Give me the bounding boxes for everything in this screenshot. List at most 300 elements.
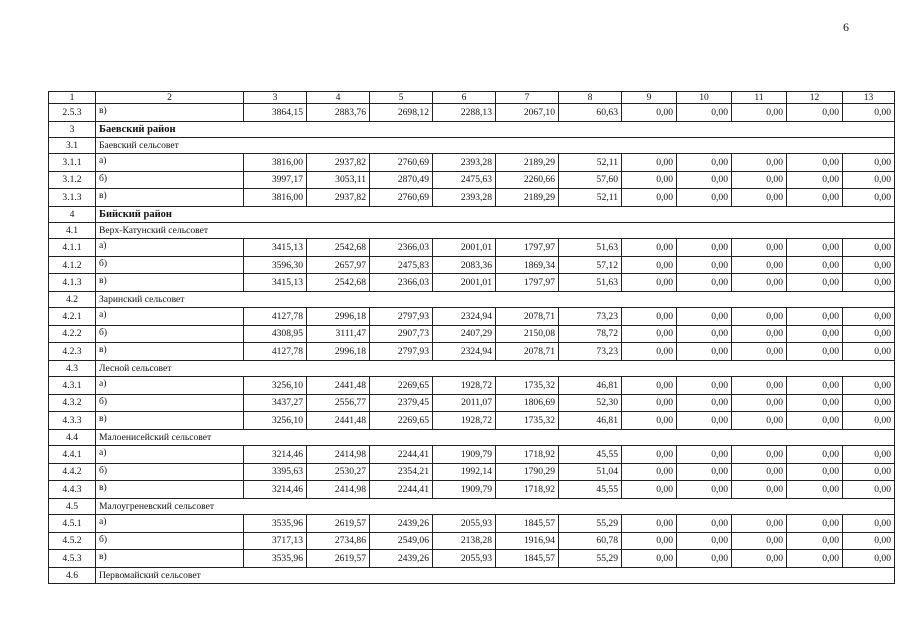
value-cell: 2475,63 [433,171,496,189]
value-cell: 0,00 [622,343,677,361]
value-cell: 0,00 [732,274,787,292]
value-cell: 1735,32 [496,377,559,395]
value-cell: 1797,97 [496,274,559,292]
value-cell: 0,00 [677,463,732,481]
value-cell: 0,00 [843,171,895,189]
value-cell: 3214,46 [244,481,307,499]
row-code: 4.2 [49,291,96,307]
value-cell: 2269,65 [370,377,433,395]
value-cell: 2244,41 [370,481,433,499]
value-cell: 46,81 [559,412,622,430]
value-cell: 2441,48 [307,377,370,395]
header-cell: 10 [677,92,732,104]
row-code: 3.1.3 [49,189,96,207]
value-cell: 51,04 [559,463,622,481]
value-cell: 0,00 [622,463,677,481]
table-row [49,446,895,464]
row-code: 4.4.1 [49,446,96,464]
value-cell: 0,00 [732,325,787,343]
value-cell: 0,00 [787,189,843,207]
value-cell: 0,00 [732,256,787,274]
table-row [49,394,895,412]
value-cell: 0,00 [787,446,843,464]
row-code: 4.4.2 [49,463,96,481]
value-cell: 60,63 [559,104,622,122]
value-cell: 2366,03 [370,274,433,292]
section-row [49,498,895,514]
value-cell: 2414,98 [307,446,370,464]
value-cell: 3816,00 [244,189,307,207]
value-cell: 2542,68 [307,239,370,257]
value-cell: 55,29 [559,515,622,533]
row-letter: б) [96,532,244,550]
value-cell: 1845,57 [496,550,559,568]
value-cell: 51,63 [559,274,622,292]
value-cell: 0,00 [732,239,787,257]
value-cell: 1718,92 [496,481,559,499]
value-cell: 46,81 [559,377,622,395]
value-cell: 1869,34 [496,256,559,274]
value-cell: 52,11 [559,153,622,171]
value-cell: 2619,57 [307,550,370,568]
value-cell: 0,00 [787,412,843,430]
value-cell: 0,00 [787,153,843,171]
value-cell: 0,00 [622,171,677,189]
value-cell: 2366,03 [370,239,433,257]
row-code: 4.3.1 [49,377,96,395]
value-cell: 0,00 [787,274,843,292]
value-cell: 4127,78 [244,308,307,326]
header-cell: 3 [244,92,307,104]
value-cell: 2138,28 [433,532,496,550]
value-cell: 0,00 [732,153,787,171]
value-cell: 2937,82 [307,153,370,171]
district-name: Баевский район [96,121,895,137]
value-cell: 0,00 [787,377,843,395]
row-letter: а) [96,515,244,533]
row-code: 4.2.2 [49,325,96,343]
table-row [49,189,895,207]
table-row [49,377,895,395]
row-code: 4.1.2 [49,256,96,274]
value-cell: 2870,49 [370,171,433,189]
value-cell: 0,00 [732,412,787,430]
value-cell: 2083,36 [433,256,496,274]
value-cell: 0,00 [787,515,843,533]
header-cell: 4 [307,92,370,104]
row-letter: в) [96,274,244,292]
value-cell: 0,00 [732,550,787,568]
value-cell: 0,00 [787,239,843,257]
value-cell: 3256,10 [244,412,307,430]
value-cell: 0,00 [732,104,787,122]
value-cell: 2269,65 [370,412,433,430]
value-cell: 3415,13 [244,239,307,257]
value-cell: 2150,08 [496,325,559,343]
value-cell: 2734,86 [307,532,370,550]
value-cell: 0,00 [622,104,677,122]
value-cell: 2475,83 [370,256,433,274]
value-cell: 2698,12 [370,104,433,122]
value-cell: 0,00 [843,274,895,292]
value-cell: 51,63 [559,239,622,257]
value-cell: 3864,15 [244,104,307,122]
value-cell: 0,00 [787,343,843,361]
value-cell: 2439,26 [370,550,433,568]
value-cell: 0,00 [732,308,787,326]
value-cell: 2324,94 [433,308,496,326]
value-cell: 3997,17 [244,171,307,189]
value-cell: 52,11 [559,189,622,207]
value-cell: 0,00 [732,515,787,533]
value-cell: 0,00 [787,481,843,499]
header-cell: 8 [559,92,622,104]
value-cell: 2760,69 [370,153,433,171]
page-number: 6 [843,20,849,34]
value-cell: 3214,46 [244,446,307,464]
value-cell: 1735,32 [496,412,559,430]
value-cell: 57,12 [559,256,622,274]
value-cell: 0,00 [732,446,787,464]
table-row [49,274,895,292]
row-letter: б) [96,325,244,343]
value-cell: 1790,29 [496,463,559,481]
value-cell: 2996,18 [307,308,370,326]
value-cell: 0,00 [677,394,732,412]
value-cell: 0,00 [622,189,677,207]
value-cell: 0,00 [787,394,843,412]
value-cell: 2439,26 [370,515,433,533]
value-cell: 0,00 [622,274,677,292]
value-cell: 0,00 [622,515,677,533]
value-cell: 0,00 [622,446,677,464]
value-cell: 2055,93 [433,515,496,533]
value-cell: 0,00 [732,532,787,550]
row-letter: б) [96,256,244,274]
table-row [49,325,895,343]
header-row [49,92,895,104]
value-cell: 0,00 [622,377,677,395]
section-name: Баевский сельсовет [96,137,895,153]
district-row [49,206,895,222]
header-cell: 12 [787,92,843,104]
value-cell: 0,00 [732,394,787,412]
row-code: 4.5.3 [49,550,96,568]
section-row [49,291,895,307]
header-cell: 6 [433,92,496,104]
section-row [49,567,895,583]
value-cell: 0,00 [622,532,677,550]
row-code: 4.4 [49,429,96,445]
section-row [49,222,895,238]
value-cell: 0,00 [843,377,895,395]
row-letter: в) [96,412,244,430]
value-cell: 2530,27 [307,463,370,481]
row-code: 3 [49,121,96,137]
value-cell: 2393,28 [433,189,496,207]
value-cell: 1718,92 [496,446,559,464]
table-row [49,532,895,550]
value-cell: 2937,82 [307,189,370,207]
value-cell: 2797,93 [370,343,433,361]
value-cell: 0,00 [622,239,677,257]
value-cell: 2189,29 [496,153,559,171]
table-body [49,92,895,584]
value-cell: 3437,27 [244,394,307,412]
value-cell: 0,00 [843,481,895,499]
table-row [49,481,895,499]
value-cell: 0,00 [732,189,787,207]
value-cell: 3256,10 [244,377,307,395]
district-name: Бийский район [96,206,895,222]
value-cell: 2996,18 [307,343,370,361]
value-cell: 0,00 [677,377,732,395]
table-row [49,104,895,122]
value-cell: 0,00 [622,153,677,171]
row-code: 4.5.1 [49,515,96,533]
value-cell: 3535,96 [244,550,307,568]
table-row [49,171,895,189]
row-code: 4.1.3 [49,274,96,292]
value-cell: 73,23 [559,308,622,326]
value-cell: 3415,13 [244,274,307,292]
section-name: Малоугреневский сельсовет [96,498,895,514]
value-cell: 0,00 [622,412,677,430]
value-cell: 0,00 [732,171,787,189]
value-cell: 2883,76 [307,104,370,122]
value-cell: 2001,01 [433,239,496,257]
value-cell: 0,00 [677,239,732,257]
header-cell: 1 [49,92,96,104]
row-code: 4 [49,206,96,222]
value-cell: 78,72 [559,325,622,343]
value-cell: 0,00 [677,189,732,207]
value-cell: 2657,97 [307,256,370,274]
value-cell: 0,00 [787,325,843,343]
value-cell: 3535,96 [244,515,307,533]
value-cell: 2542,68 [307,274,370,292]
tariff-table-container [48,91,894,581]
header-cell: 5 [370,92,433,104]
header-cell: 2 [96,92,244,104]
value-cell: 0,00 [787,171,843,189]
value-cell: 73,23 [559,343,622,361]
value-cell: 0,00 [843,394,895,412]
value-cell: 2260,66 [496,171,559,189]
value-cell: 0,00 [622,394,677,412]
value-cell: 0,00 [787,104,843,122]
row-code: 4.1.1 [49,239,96,257]
row-letter: б) [96,463,244,481]
value-cell: 0,00 [677,308,732,326]
row-letter: а) [96,153,244,171]
tariff-table [48,91,895,584]
value-cell: 1916,94 [496,532,559,550]
value-cell: 0,00 [843,256,895,274]
value-cell: 0,00 [677,274,732,292]
value-cell: 0,00 [843,463,895,481]
row-letter: в) [96,481,244,499]
header-cell: 11 [732,92,787,104]
row-letter: а) [96,377,244,395]
value-cell: 0,00 [622,256,677,274]
row-code: 4.3.2 [49,394,96,412]
value-cell: 2797,93 [370,308,433,326]
value-cell: 0,00 [843,325,895,343]
value-cell: 0,00 [732,343,787,361]
table-row [49,256,895,274]
row-code: 3.1.2 [49,171,96,189]
value-cell: 2441,48 [307,412,370,430]
table-row [49,343,895,361]
header-cell: 13 [843,92,895,104]
row-letter: а) [96,446,244,464]
value-cell: 0,00 [677,515,732,533]
value-cell: 0,00 [843,153,895,171]
value-cell: 60,78 [559,532,622,550]
value-cell: 0,00 [677,343,732,361]
value-cell: 0,00 [843,189,895,207]
row-letter: в) [96,550,244,568]
value-cell: 2244,41 [370,446,433,464]
value-cell: 1928,72 [433,412,496,430]
value-cell: 0,00 [843,515,895,533]
value-cell: 0,00 [843,550,895,568]
value-cell: 45,55 [559,481,622,499]
value-cell: 2055,93 [433,550,496,568]
row-letter: а) [96,239,244,257]
value-cell: 0,00 [843,308,895,326]
row-letter: в) [96,343,244,361]
row-code: 2.5.3 [49,104,96,122]
section-name: Малоенисейский сельсовет [96,429,895,445]
value-cell: 0,00 [677,256,732,274]
value-cell: 2078,71 [496,308,559,326]
value-cell: 0,00 [843,104,895,122]
section-name: Лесной сельсовет [96,360,895,376]
row-code: 4.6 [49,567,96,583]
value-cell: 0,00 [787,256,843,274]
value-cell: 0,00 [677,104,732,122]
row-letter: в) [96,189,244,207]
row-code: 4.3 [49,360,96,376]
value-cell: 2324,94 [433,343,496,361]
value-cell: 0,00 [622,481,677,499]
value-cell: 1797,97 [496,239,559,257]
value-cell: 2619,57 [307,515,370,533]
row-code: 3.1 [49,137,96,153]
value-cell: 0,00 [787,532,843,550]
value-cell: 0,00 [677,153,732,171]
value-cell: 0,00 [843,446,895,464]
row-code: 4.4.3 [49,481,96,499]
value-cell: 0,00 [677,532,732,550]
value-cell: 0,00 [843,239,895,257]
value-cell: 1845,57 [496,515,559,533]
value-cell: 2078,71 [496,343,559,361]
value-cell: 57,60 [559,171,622,189]
value-cell: 2556,77 [307,394,370,412]
value-cell: 1992,14 [433,463,496,481]
value-cell: 0,00 [677,550,732,568]
value-cell: 3395,63 [244,463,307,481]
value-cell: 0,00 [622,550,677,568]
value-cell: 2549,06 [370,532,433,550]
value-cell: 0,00 [843,343,895,361]
value-cell: 0,00 [787,463,843,481]
value-cell: 2189,29 [496,189,559,207]
value-cell: 4127,78 [244,343,307,361]
value-cell: 2393,28 [433,153,496,171]
value-cell: 3053,11 [307,171,370,189]
value-cell: 1806,69 [496,394,559,412]
value-cell: 0,00 [732,377,787,395]
header-cell: 9 [622,92,677,104]
row-letter: в) [96,104,244,122]
value-cell: 0,00 [787,550,843,568]
value-cell: 2760,69 [370,189,433,207]
value-cell: 2001,01 [433,274,496,292]
value-cell: 2907,73 [370,325,433,343]
value-cell: 3596,30 [244,256,307,274]
value-cell: 0,00 [677,446,732,464]
district-row [49,121,895,137]
value-cell: 0,00 [677,412,732,430]
section-name: Заринский сельсовет [96,291,895,307]
value-cell: 0,00 [787,308,843,326]
value-cell: 0,00 [677,325,732,343]
table-row [49,239,895,257]
value-cell: 0,00 [843,412,895,430]
row-code: 4.1 [49,222,96,238]
section-row [49,360,895,376]
value-cell: 0,00 [677,481,732,499]
value-cell: 0,00 [732,481,787,499]
value-cell: 0,00 [843,532,895,550]
row-letter: а) [96,308,244,326]
value-cell: 3717,13 [244,532,307,550]
value-cell: 52,30 [559,394,622,412]
value-cell: 0,00 [677,171,732,189]
value-cell: 4308,95 [244,325,307,343]
header-cell: 7 [496,92,559,104]
value-cell: 0,00 [622,325,677,343]
table-row [49,463,895,481]
section-row [49,429,895,445]
value-cell: 0,00 [732,463,787,481]
table-row [49,515,895,533]
table-row [49,308,895,326]
value-cell: 1928,72 [433,377,496,395]
value-cell: 2379,45 [370,394,433,412]
row-letter: б) [96,171,244,189]
table-row [49,550,895,568]
value-cell: 2354,21 [370,463,433,481]
value-cell: 45,55 [559,446,622,464]
section-row [49,137,895,153]
table-row [49,412,895,430]
value-cell: 2011,07 [433,394,496,412]
value-cell: 3816,00 [244,153,307,171]
section-name: Первомайский сельсовет [96,567,895,583]
value-cell: 2067,10 [496,104,559,122]
value-cell: 2288,13 [433,104,496,122]
row-code: 4.5.2 [49,532,96,550]
row-code: 4.3.3 [49,412,96,430]
value-cell: 55,29 [559,550,622,568]
value-cell: 3111,47 [307,325,370,343]
value-cell: 2407,29 [433,325,496,343]
